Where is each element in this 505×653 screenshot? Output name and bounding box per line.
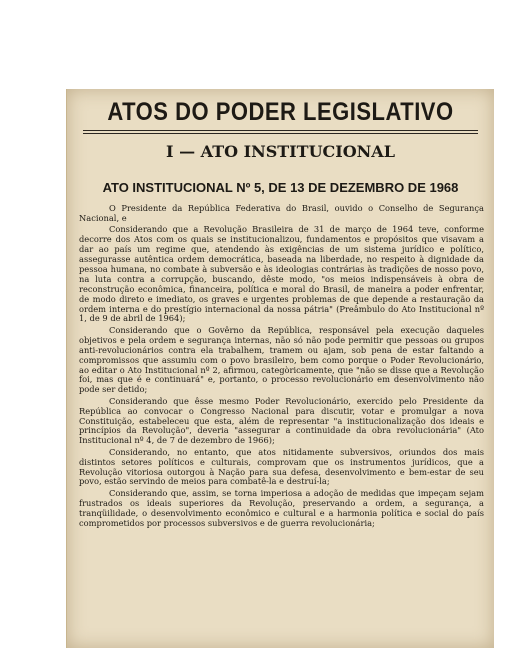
paragraph-considerando-2: Considerando que o Govêrno da República, responsável pela execução daqueles objetivos e pela ordem e segurança internas, não só não pode permitir que pessoas ou grupos anti-revolucionários contra ela trabalhem, tramem ou ajam, sob pena de estar faltando a compromissos que assumiu com o povo brasileiro, bem como porque o Poder Revolucionário, ao editar o Ato Institucional nº 2, afirmou, categòricamente, que "não se disse que a Revolução foi, mas que é e continuará" e, portanto, o processo revolucionário em desenvolvimento não pode ser detido;: [79, 324, 484, 395]
section-title: I — ATO INSTITUCIONAL: [166, 142, 395, 161]
document-body: [79, 204, 484, 530]
paragraph-intro: O Presidente da República Federativa do Brasil, ouvido o Conselho de Segurança Nacional, e: [79, 203, 484, 223]
act-title: ATO INSTITUCIONAL Nº 5, DE 13 DE DEZEMBRO DE 1968: [102, 180, 459, 195]
heading-rule-double: [83, 133, 478, 134]
document-page: [66, 89, 494, 648]
paragraph-considerando-4: Considerando, no entanto, que atos nitidamente subversivos, oriundos dos mais distintos setores políticos e culturais, comprovam que os instrumentos jurídicos, que a Revolução vitoriosa outorgou à Nação para sua defesa, desenvolvimento e bem-estar de seu povo, estão servindo de meios para combatê-la e destruí-la;: [79, 446, 484, 487]
page-heading: ATOS DO PODER LEGISLATIVO: [107, 97, 454, 126]
paragraph-considerando-5: Considerando que, assim, se torna imperiosa a adoção de medidas que impeçam sejam frustrados os ideais superiores da Revolução, preservando a ordem, a segurança, a tranqüilidade, o desenvolvimento econômico e cultural e a harmonia política e social do país comprometidos por processos subversivos e de guerra revolucionária;: [79, 487, 484, 528]
paragraph-considerando-3: Considerando que êsse mesmo Poder Revolucionário, exercido pelo Presidente da República ao convocar o Congresso Nacional para discutir, votar e promulgar a nova Constituição, estabeleceu que esta, além de representar "a institucionalização dos ideais e princípios da Revolução", deveria "assegurar a continuidade da obra revolucionária" (Ato Institucional nº 4, de 7 de dezembro de 1966);: [79, 395, 484, 446]
paragraph-considerando-1: Considerando que a Revolução Brasileira de 31 de março de 1964 teve, conforme decorre dos Atos com os quais se institucionalizou, fundamentos e propósitos que visavam a dar ao país um regime que, atendendo às exigências de um sistema jurídico e político, assegurasse autêntica ordem democrática, baseada na liberdade, no respeito à dignidade da pessoa humana, no combate à subversão e às ideologias contrárias às tradições de nosso povo, na luta contra a corrupção, buscando, dêste modo, "os meios indispensáveis à obra de reconstrução econômica, financeira, política e moral do Brasil, de maneira a poder enfrentar, de modo direto e imediato, os graves e urgentes problemas de que depende a restauração da ordem interna e do prestígio internacional da nossa pátria" (Preâmbulo do Ato Institucional nº 1, de 9 de abril de 1964);: [79, 224, 484, 324]
heading-rule: [83, 130, 478, 131]
